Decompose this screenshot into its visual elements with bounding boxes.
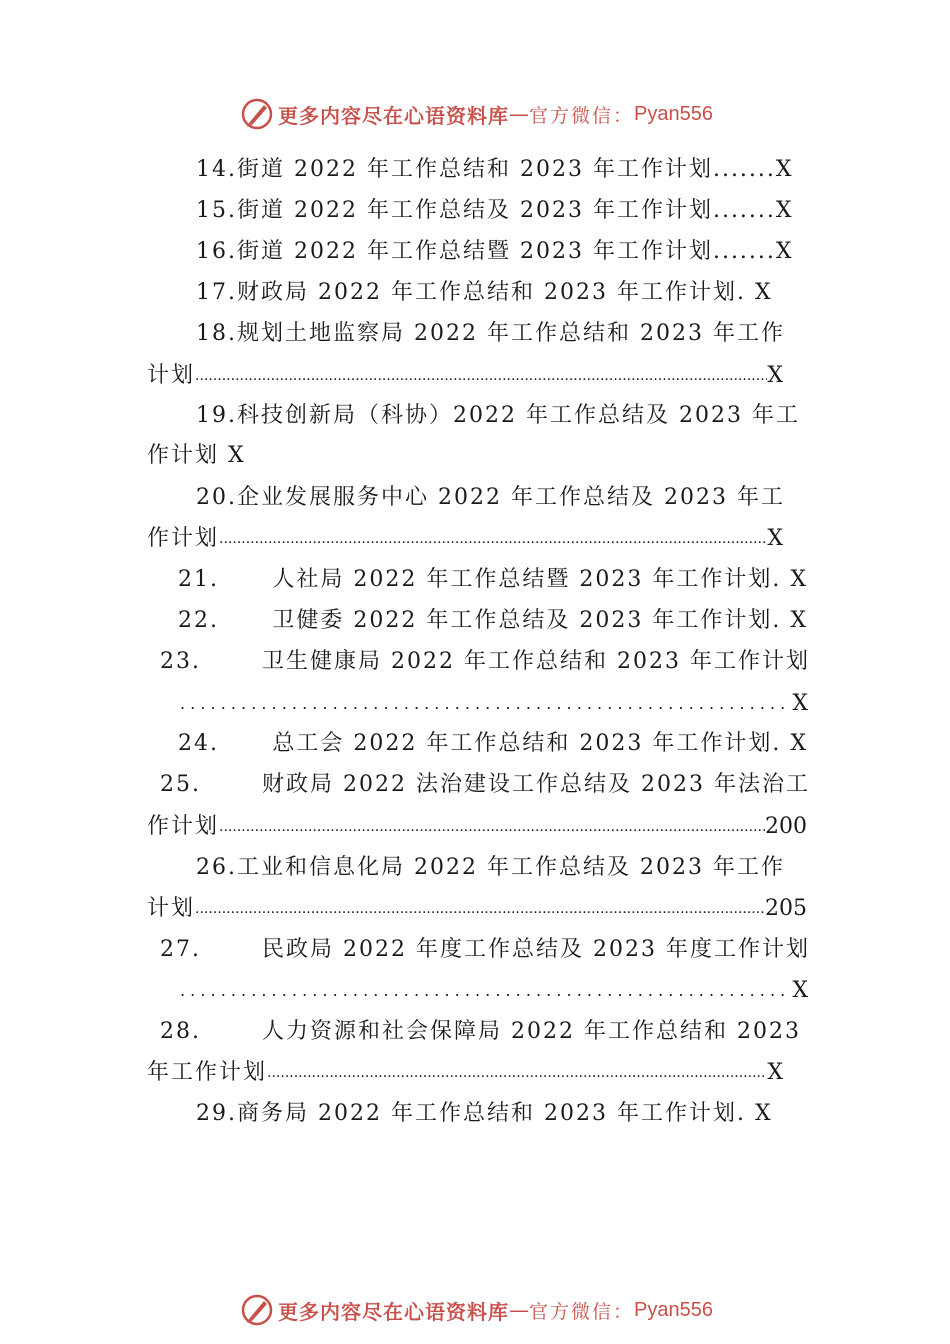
toc-title: 财政局 2022 法治建设工作总结及 2023 年法治工 bbox=[262, 772, 810, 797]
toc-number: 23. bbox=[160, 649, 201, 674]
toc-title: 企业发展服务中心 2022 年工作总结及 2023 年工 bbox=[237, 485, 785, 510]
toc-entry-20-cont[interactable] bbox=[147, 524, 783, 554]
toc-page: X bbox=[792, 691, 808, 716]
toc-entry-18[interactable] bbox=[196, 319, 796, 349]
toc-entry-19-cont[interactable] bbox=[147, 441, 447, 471]
toc-page: 200 bbox=[765, 814, 807, 839]
toc-entry-17[interactable] bbox=[196, 278, 786, 308]
toc-page: X bbox=[767, 526, 783, 551]
toc-leader bbox=[219, 524, 767, 554]
pen-logo-icon bbox=[240, 97, 274, 131]
toc-title: 街道 2022 年工作总结和 2023 年工作计划 bbox=[237, 157, 713, 182]
toc-number: 14. bbox=[196, 157, 237, 182]
toc-entry-14[interactable] bbox=[196, 155, 794, 185]
toc-number: 25. bbox=[160, 772, 201, 797]
toc-entry-15[interactable] bbox=[196, 196, 794, 226]
toc-entry-26-cont[interactable] bbox=[147, 894, 807, 924]
toc-title: 人社局 2022 年工作总结暨 2023 年工作计划. bbox=[272, 567, 782, 592]
toc-title: 商务局 2022 年工作总结和 2023 年工作计划. bbox=[237, 1101, 746, 1126]
footer-banner bbox=[240, 1292, 713, 1328]
footer-wechat-label: 官方微信： bbox=[529, 1300, 635, 1323]
toc-page: X bbox=[792, 978, 808, 1003]
toc-leader: ....... bbox=[712, 239, 776, 264]
toc-title: 科技创新局（科协）2022 年工作总结及 2023 年工 bbox=[237, 403, 800, 428]
header-wechat-id: Pyan556 bbox=[634, 102, 713, 125]
toc-leader: ....... bbox=[712, 198, 776, 223]
toc-number: 22. bbox=[178, 608, 219, 633]
toc-number: 16. bbox=[196, 239, 237, 264]
toc-leader bbox=[219, 812, 765, 842]
toc-title: 街道 2022 年工作总结暨 2023 年工作计划 bbox=[237, 239, 713, 264]
toc-page: X bbox=[775, 157, 794, 182]
toc-entry-25-cont[interactable] bbox=[147, 812, 807, 842]
toc-entry-25[interactable] bbox=[160, 770, 810, 800]
toc-title-cont: 计划 bbox=[147, 896, 196, 921]
toc-title: 总工会 2022 年工作总结和 2023 年工作计划. bbox=[272, 731, 782, 756]
toc-leader bbox=[195, 894, 765, 924]
toc-title: 民政局 2022 年度工作总结及 2023 年度工作计划 bbox=[262, 937, 810, 962]
toc-page: X bbox=[790, 567, 808, 592]
toc-title: 人力资源和社会保障局 2022 年工作总结和 2023 bbox=[262, 1019, 801, 1044]
toc-page: X bbox=[775, 239, 794, 264]
toc-entry-20[interactable] bbox=[196, 483, 796, 513]
toc-page: X bbox=[754, 280, 773, 305]
toc-entry-27-cont[interactable] bbox=[180, 976, 808, 1006]
toc-page: X bbox=[790, 608, 808, 633]
toc-number: 29. bbox=[196, 1101, 237, 1126]
toc-title-cont: 作计划 bbox=[147, 814, 220, 839]
header-banner bbox=[240, 96, 713, 132]
toc-entry-28-cont[interactable] bbox=[147, 1058, 783, 1088]
toc-title: 财政局 2022 年工作总结和 2023 年工作计划. bbox=[237, 280, 746, 305]
toc-entry-28[interactable] bbox=[160, 1017, 820, 1047]
toc-entry-23[interactable] bbox=[160, 647, 810, 677]
footer-wechat-id: Pyan556 bbox=[634, 1298, 713, 1321]
toc-number: 15. bbox=[196, 198, 237, 223]
toc-number: 19. bbox=[196, 403, 237, 428]
toc-number: 27. bbox=[160, 937, 201, 962]
toc-entry-23-cont[interactable] bbox=[180, 689, 808, 719]
header-separator: — bbox=[509, 102, 529, 126]
footer-brand: 更多内容尽在心语资料库 bbox=[278, 1299, 509, 1324]
toc-title-cont: 作计划 bbox=[147, 526, 220, 551]
toc-title: 规划土地监察局 2022 年工作总结和 2023 年工作 bbox=[237, 321, 785, 346]
toc-title-cont: 计划 bbox=[147, 363, 196, 388]
toc-entry-29[interactable] bbox=[196, 1099, 786, 1129]
toc-title: 街道 2022 年工作总结及 2023 年工作计划 bbox=[237, 198, 713, 223]
toc-page: X bbox=[754, 1101, 773, 1126]
toc-leader bbox=[267, 1058, 767, 1088]
toc-page: X bbox=[790, 731, 808, 756]
toc-entry-27[interactable] bbox=[160, 935, 810, 965]
toc-page: X bbox=[767, 1060, 783, 1085]
header-wechat-label: 官方微信： bbox=[529, 104, 635, 127]
toc-entry-18-cont[interactable] bbox=[147, 361, 783, 391]
toc-number: 21. bbox=[178, 567, 219, 592]
toc-entry-16[interactable] bbox=[196, 237, 794, 267]
toc-title: 工业和信息化局 2022 年工作总结及 2023 年工作 bbox=[237, 855, 785, 880]
toc-entry-22[interactable] bbox=[178, 606, 808, 636]
toc-title-cont: 年工作计划 bbox=[147, 1060, 268, 1085]
toc-title-cont: 作计划 X bbox=[147, 443, 246, 468]
toc-number: 28. bbox=[160, 1019, 201, 1044]
toc-title: 卫生健康局 2022 年工作总结和 2023 年工作计划 bbox=[262, 649, 810, 674]
toc-title: 卫健委 2022 年工作总结及 2023 年工作计划. bbox=[272, 608, 782, 633]
toc-page: X bbox=[767, 363, 783, 388]
toc-entry-21[interactable] bbox=[178, 565, 808, 595]
toc-number: 20. bbox=[196, 485, 237, 510]
toc-leader bbox=[195, 361, 767, 391]
toc-entry-19[interactable] bbox=[196, 401, 806, 431]
pen-logo-icon bbox=[240, 1293, 274, 1327]
toc-leader: ....... bbox=[712, 157, 776, 182]
toc-page: 205 bbox=[765, 896, 807, 921]
toc-number: 26. bbox=[196, 855, 237, 880]
header-brand: 更多内容尽在心语资料库 bbox=[278, 103, 509, 128]
footer-separator: — bbox=[509, 1298, 529, 1322]
toc-number: 18. bbox=[196, 321, 237, 346]
toc-page: X bbox=[775, 198, 794, 223]
toc-entry-26[interactable] bbox=[196, 853, 796, 883]
toc-leader bbox=[180, 689, 792, 719]
toc-number: 24. bbox=[178, 731, 219, 756]
toc-leader bbox=[180, 976, 792, 1006]
toc-number: 17. bbox=[196, 280, 237, 305]
toc-entry-24[interactable] bbox=[178, 729, 808, 759]
